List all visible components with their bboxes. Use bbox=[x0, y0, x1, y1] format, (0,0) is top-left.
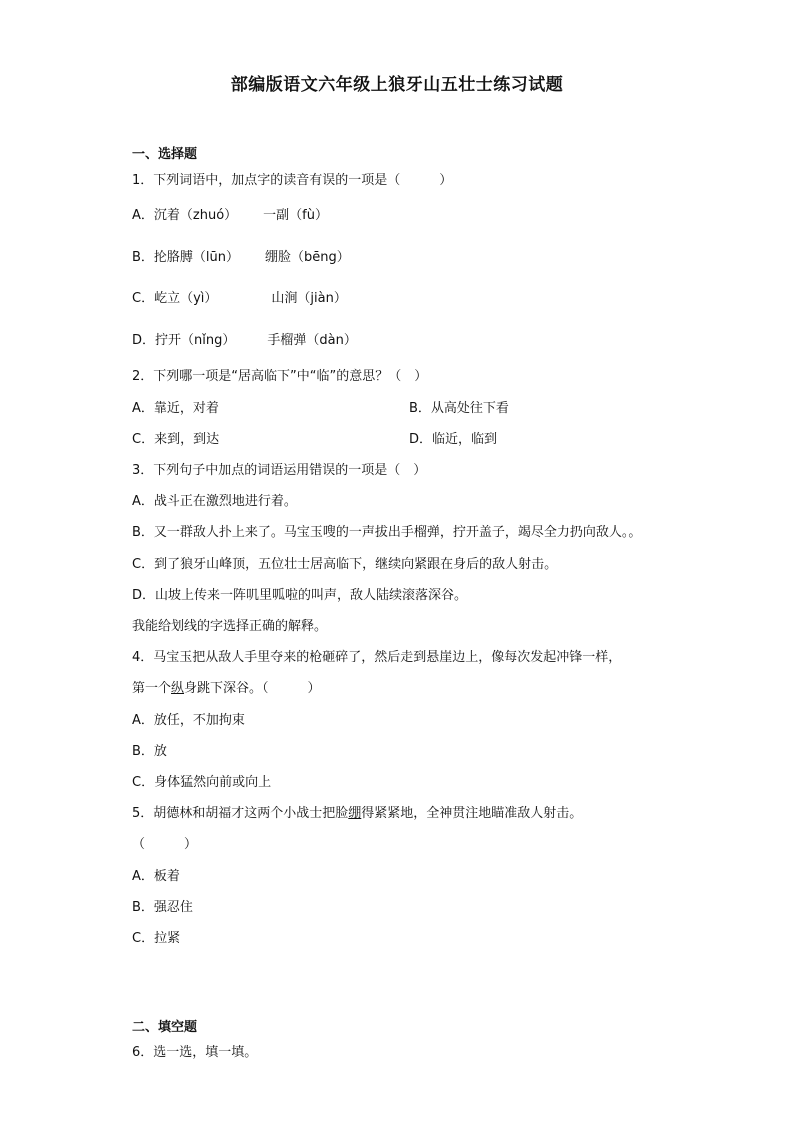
question-1-stem: 1．下列词语中，加点字的读音有误的一项是（ ） bbox=[132, 173, 453, 188]
question-3-stem: 3．下列句子中加点的词语运用错误的一项是（ ） bbox=[132, 463, 427, 478]
underlined-character: 纵 bbox=[171, 681, 185, 696]
option-word-1: 屹立（yì） bbox=[154, 291, 218, 306]
option-word-1: 拧开（nǐng） bbox=[155, 333, 236, 348]
question-6-stem: 6．选一选，填一填。 bbox=[132, 1045, 258, 1060]
question-2-option-c: C．来到，到达 bbox=[132, 432, 220, 447]
question-2-option-b: B．从高处往下看 bbox=[409, 401, 509, 416]
question-5-answer-paren: （ ） bbox=[132, 837, 198, 852]
question-3-option-b: B．又一群敌人扑上来了。马宝玉嗖的一声拔出手榴弹，拧开盖子，竭尽全力扔向敌人。。 bbox=[132, 525, 642, 540]
stem-text: 第一个 bbox=[132, 681, 172, 696]
question-2-option-d: D．临近，临到 bbox=[409, 432, 498, 447]
question-5-option-c: C．拉紧 bbox=[132, 931, 181, 946]
question-3-option-c: C．到了狼牙山峰顶，五位壮士居高临下，继续向紧跟在身后的敌人射击。 bbox=[132, 557, 558, 572]
question-1-option-c bbox=[132, 290, 347, 308]
option-word-2: 手榴弹（dàn） bbox=[267, 333, 357, 348]
instruction-text: 我能给划线的字选择正确的解释。 bbox=[132, 619, 328, 634]
question-4-option-b: B．放 bbox=[132, 744, 167, 759]
question-4-option-c: C．身体猛然向前或向上 bbox=[132, 775, 272, 790]
section-heading-choice: 一、选择题 bbox=[132, 147, 198, 162]
question-4-stem-line-2 bbox=[132, 680, 321, 698]
question-1-option-b bbox=[132, 249, 350, 267]
option-word-1: 沉着（zhuó） bbox=[153, 208, 238, 223]
page-title: 部编版语文六年级上狼牙山五壮士练习试题 bbox=[230, 75, 564, 95]
stem-text: 5．胡德林和胡福才这两个小战士把脸 bbox=[132, 806, 349, 821]
question-3-option-a: A．战斗正在激烈地进行着。 bbox=[132, 494, 297, 509]
question-1-option-a bbox=[132, 207, 328, 225]
question-1-option-d bbox=[132, 332, 357, 350]
stem-text: 身跳下深谷。（ ） bbox=[184, 681, 321, 696]
option-word-1: 抡胳膊（lūn） bbox=[153, 250, 240, 265]
option-label: C． bbox=[132, 291, 155, 306]
option-label: B． bbox=[132, 250, 154, 265]
question-4-option-a: A．放任，不加拘束 bbox=[132, 713, 245, 728]
question-2-option-a: A．靠近，对着 bbox=[132, 401, 219, 416]
question-2-stem: 2．下列哪一项是“居高临下”中“临”的意思？（ ） bbox=[132, 369, 428, 384]
option-word-2: 一副（fù） bbox=[263, 208, 328, 223]
question-5-stem bbox=[132, 805, 582, 823]
option-label: D． bbox=[132, 333, 156, 348]
option-word-2: 绷脸（bēng） bbox=[265, 250, 350, 265]
section-heading-fill: 二、填空题 bbox=[132, 1020, 198, 1035]
question-5-option-b: B．强忍住 bbox=[132, 900, 193, 915]
question-5-option-a: A．板着 bbox=[132, 869, 180, 884]
option-word-2: 山涧（jiàn） bbox=[271, 291, 347, 306]
stem-text: 得紧紧地，全神贯注地瞄准敌人射击。 bbox=[361, 806, 583, 821]
option-label: A． bbox=[132, 208, 154, 223]
question-3-option-d: D．山坡上传来一阵叽里呱啦的叫声，敌人陆续滚落深谷。 bbox=[132, 588, 468, 603]
question-4-stem-line-1: 4．马宝玉把从敌人手里夺来的枪砸碎了，然后走到悬崖边上，像每次发起冲锋一样， bbox=[132, 650, 622, 665]
underlined-character: 绷 bbox=[348, 806, 362, 821]
